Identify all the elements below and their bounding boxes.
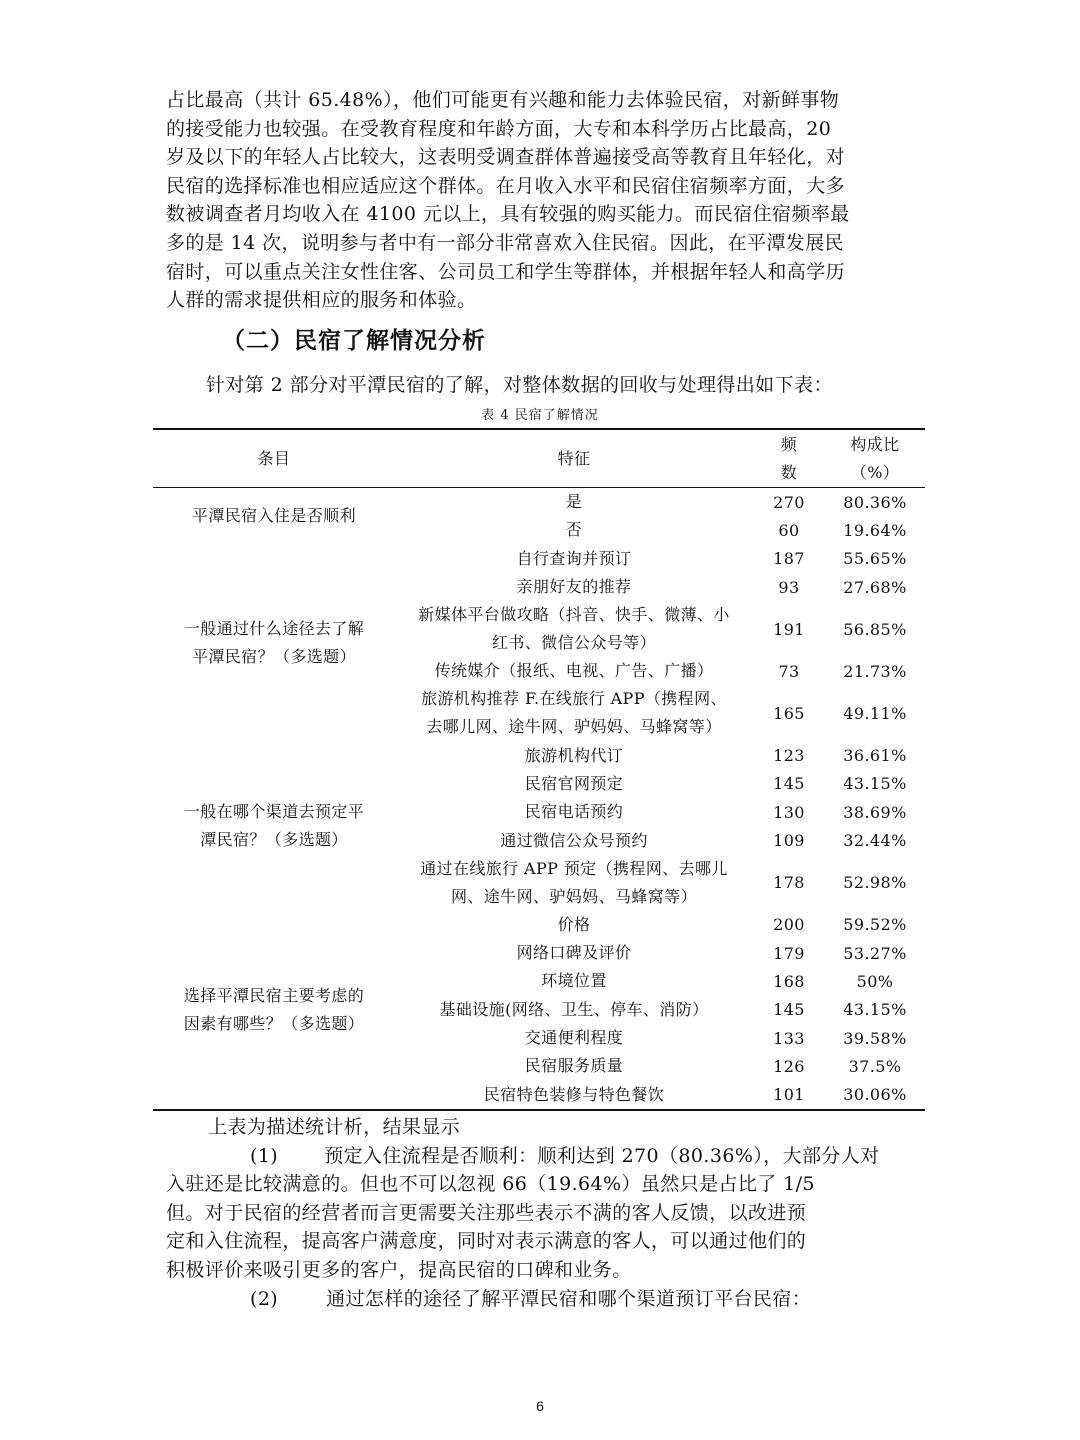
feature-line: 旅游机构推荐 F.在线旅行 APP（携程网、 xyxy=(421,689,727,709)
feature-line: 民宿服务质量 xyxy=(524,1056,624,1076)
category-line: 一般通过什么途径去了解 xyxy=(183,619,365,639)
intro-line: 人群的需求提供相应的服务和体验。 xyxy=(166,289,477,312)
intro-line: 宿时，可以重点关注女性住客、公司员工和学生等群体，并根据年轻人和高学历 xyxy=(166,260,846,283)
feature-line: 自行查询并预订 xyxy=(516,548,632,568)
table-frequency-cell: 126 xyxy=(773,1056,805,1076)
feature-line: 新媒体平台做攻略（抖音、快手、微薄、小 xyxy=(418,605,730,625)
header-ratio xyxy=(825,429,925,488)
header-feature: 特征 xyxy=(395,429,753,488)
table-feature-cell xyxy=(395,685,753,741)
table-feature-cell xyxy=(395,939,753,967)
table-feature-cell xyxy=(395,741,753,769)
table-category-cell xyxy=(153,911,395,1110)
table-ratio-cell: 43.15% xyxy=(843,774,907,794)
table-ratio-cell: 59.52% xyxy=(843,915,907,935)
table-feature-cell xyxy=(395,826,753,854)
table-ratio-cell: 39.58% xyxy=(843,1028,907,1048)
results-item1-line: 积极评价来吸引更多的客户，提高民宿的口碑和业务。 xyxy=(166,1258,632,1281)
intro-line: 岁及以下的年轻人占比较大，这表明受调查群体普遍接受高等教育且年轻化，对 xyxy=(166,146,846,169)
table-row xyxy=(153,741,925,769)
table-frequency-cell: 187 xyxy=(773,549,805,569)
results-intro-line: 上表为描述统计析，结果显示 xyxy=(208,1116,461,1138)
intro-line: 数被调查者月均收入在 4100 元以上，具有较强的购买能力。而民宿住宿频率最 xyxy=(166,203,850,226)
table-ratio-cell: 52.98% xyxy=(843,873,907,893)
table-category-cell xyxy=(153,741,395,910)
feature-line: 是 xyxy=(565,492,583,512)
header-frequency xyxy=(753,429,825,488)
feature-line: 民宿特色装修与特色餐饮 xyxy=(483,1084,665,1104)
feature-line: 否 xyxy=(565,520,583,540)
category-line: 因素有哪些？（多选题） xyxy=(183,1013,365,1033)
table-feature-cell xyxy=(395,545,753,573)
table-ratio-cell: 21.73% xyxy=(843,661,907,681)
table-frequency-cell: 93 xyxy=(778,577,800,597)
table-category-cell xyxy=(153,488,395,545)
table-ratio-cell: 37.5% xyxy=(848,1056,902,1076)
feature-line: 通过在线旅行 APP 预定（携程网、去哪儿 xyxy=(420,858,728,878)
feature-line: 民宿电话预约 xyxy=(524,802,624,822)
table-ratio-cell: 27.68% xyxy=(843,577,907,597)
table-frequency-cell: 178 xyxy=(773,873,805,893)
results-item1-line: 定和入住流程，提高客户满意度，同时对表示满意的客人，可以通过他们的 xyxy=(166,1230,807,1253)
table-feature-cell xyxy=(395,1080,753,1109)
feature-line: 环境位置 xyxy=(541,971,607,991)
table-frequency-cell: 165 xyxy=(773,703,805,723)
table-row xyxy=(153,911,925,939)
feature-line: 去哪儿网、途牛网、驴妈妈、马蜂窝等） xyxy=(426,717,722,737)
feature-line: 亲朋好友的推荐 xyxy=(516,577,632,597)
table-feature-cell xyxy=(395,770,753,798)
item1-text: 预定入住流程是否顺利：顺利达到 270（80.36%），大部分人对 xyxy=(324,1144,880,1167)
table-header-row xyxy=(153,429,925,488)
table-feature-cell xyxy=(395,573,753,601)
table-frequency-cell: 123 xyxy=(773,746,805,766)
table-feature-cell xyxy=(395,488,753,517)
table-frequency-cell: 179 xyxy=(773,943,805,963)
table-category-cell xyxy=(153,545,395,742)
feature-line: 价格 xyxy=(557,914,591,934)
table-row xyxy=(153,488,925,517)
item1-marker: (1) xyxy=(250,1144,279,1167)
intro-line: 多的是 14 次，说明参与者中有一部分非常喜欢入住民宿。因此，在平潭发展民 xyxy=(166,231,845,254)
category-line: 选择平潭民宿主要考虑的 xyxy=(183,985,365,1005)
table-frequency-cell: 145 xyxy=(773,774,805,794)
table-caption: 表 4 民宿了解情况 xyxy=(481,408,599,423)
results-item1-line: 入驻还是比较满意的。但也不可以忽视 66（19.64%）虽然只是占比了 1/5 xyxy=(166,1173,815,1196)
table-frequency-cell: 200 xyxy=(773,915,805,935)
table-ratio-cell: 30.06% xyxy=(825,1080,925,1109)
item2-text: 通过怎样的途径了解平潭民宿和哪个渠道预订平台民宿： xyxy=(326,1287,812,1310)
table-feature-cell xyxy=(395,516,753,544)
table-frequency-cell: 168 xyxy=(773,971,805,991)
table-frequency-cell: 109 xyxy=(773,831,805,851)
header-frequency-line1: 频 xyxy=(780,434,798,454)
results-item2-first-line xyxy=(166,1285,926,1314)
table-ratio-cell: 19.64% xyxy=(843,520,907,540)
table-feature-cell xyxy=(395,967,753,995)
feature-line: 民宿官网预定 xyxy=(524,773,624,793)
table-frequency-cell: 191 xyxy=(773,619,805,639)
table-ratio-cell: 56.85% xyxy=(843,619,907,639)
feature-line: 网络口碑及评价 xyxy=(516,943,632,963)
category-line: 一般在哪个渠道去预定平 xyxy=(183,802,365,822)
table-feature-cell xyxy=(395,601,753,657)
header-ratio-line2: （%） xyxy=(850,462,900,482)
table-frequency-cell: 130 xyxy=(773,802,805,822)
table-frequency-cell: 101 xyxy=(753,1080,825,1109)
results-item1-first-line xyxy=(166,1142,926,1171)
table-feature-cell xyxy=(395,911,753,939)
table-frequency-cell: 60 xyxy=(778,520,800,540)
table-intro-text: 针对第 2 部分对平潭民宿的了解，对整体数据的回收与处理得出如下表： xyxy=(206,374,833,396)
minsu-understanding-table xyxy=(153,428,925,1111)
header-item: 条目 xyxy=(153,429,395,488)
table-ratio-cell: 50% xyxy=(856,971,894,991)
table-body xyxy=(153,488,925,1110)
table-ratio-cell: 53.27% xyxy=(843,943,907,963)
table-feature-cell xyxy=(395,996,753,1024)
table-ratio-cell: 43.15% xyxy=(843,1000,907,1020)
results-paragraph xyxy=(166,1113,926,1313)
table-feature-cell xyxy=(395,798,753,826)
section-heading: （二）民宿了解情况分析 xyxy=(222,328,486,354)
table-ratio-cell: 32.44% xyxy=(843,831,907,851)
intro-line: 的接受能力也较强。在受教育程度和年龄方面，大专和本科学历占比最高，20 xyxy=(166,117,832,140)
feature-line: 基础设施(网络、卫生、停车、消防） xyxy=(439,999,709,1019)
table-ratio-cell: 55.65% xyxy=(843,549,907,569)
table-feature-cell xyxy=(395,657,753,685)
intro-line: 占比最高（共计 65.48%），他们可能更有兴趣和能力去体验民宿，对新鲜事物 xyxy=(166,89,840,111)
feature-line: 红书、微信公众号等） xyxy=(491,633,656,653)
item2-marker: (2) xyxy=(250,1287,279,1310)
intro-line: 民宿的选择标准也相应适应这个群体。在月收入水平和民宿住宿频率方面，大多 xyxy=(166,174,846,197)
intro-paragraph xyxy=(166,86,926,315)
table-frequency-cell: 73 xyxy=(778,661,800,681)
table-frequency-cell: 145 xyxy=(773,1000,805,1020)
header-frequency-line2: 数 xyxy=(780,462,798,482)
category-line: 平潭民宿？（多选题） xyxy=(191,647,356,667)
table-ratio-cell: 38.69% xyxy=(843,802,907,822)
results-item1-line: 但。对于民宿的经营者而言更需要关注那些表示不满的客人反馈，以改进预 xyxy=(166,1201,807,1224)
table-feature-cell xyxy=(395,1052,753,1080)
header-ratio-line1: 构成比 xyxy=(850,434,900,454)
table-ratio-cell: 49.11% xyxy=(843,703,907,723)
feature-line: 网、途牛网、驴妈妈、马蜂窝等） xyxy=(450,886,697,906)
page-number: 6 xyxy=(536,1398,544,1414)
feature-line: 传统媒介（报纸、电视、广告、广播） xyxy=(434,661,714,681)
table-row xyxy=(153,545,925,573)
feature-line: 交通便利程度 xyxy=(524,1028,624,1047)
table-feature-cell xyxy=(395,855,753,911)
category-line: 平潭民宿入住是否顺利 xyxy=(191,506,356,526)
table-frequency-cell: 270 xyxy=(773,492,805,512)
table-ratio-cell: 80.36% xyxy=(843,492,907,512)
category-line: 潭民宿？（多选题） xyxy=(200,830,348,850)
table-feature-cell xyxy=(395,1024,753,1052)
feature-line: 旅游机构代订 xyxy=(524,745,624,765)
feature-line: 通过微信公众号预约 xyxy=(500,830,648,850)
table-frequency-cell: 133 xyxy=(773,1028,805,1048)
table-ratio-cell: 36.61% xyxy=(843,746,907,766)
